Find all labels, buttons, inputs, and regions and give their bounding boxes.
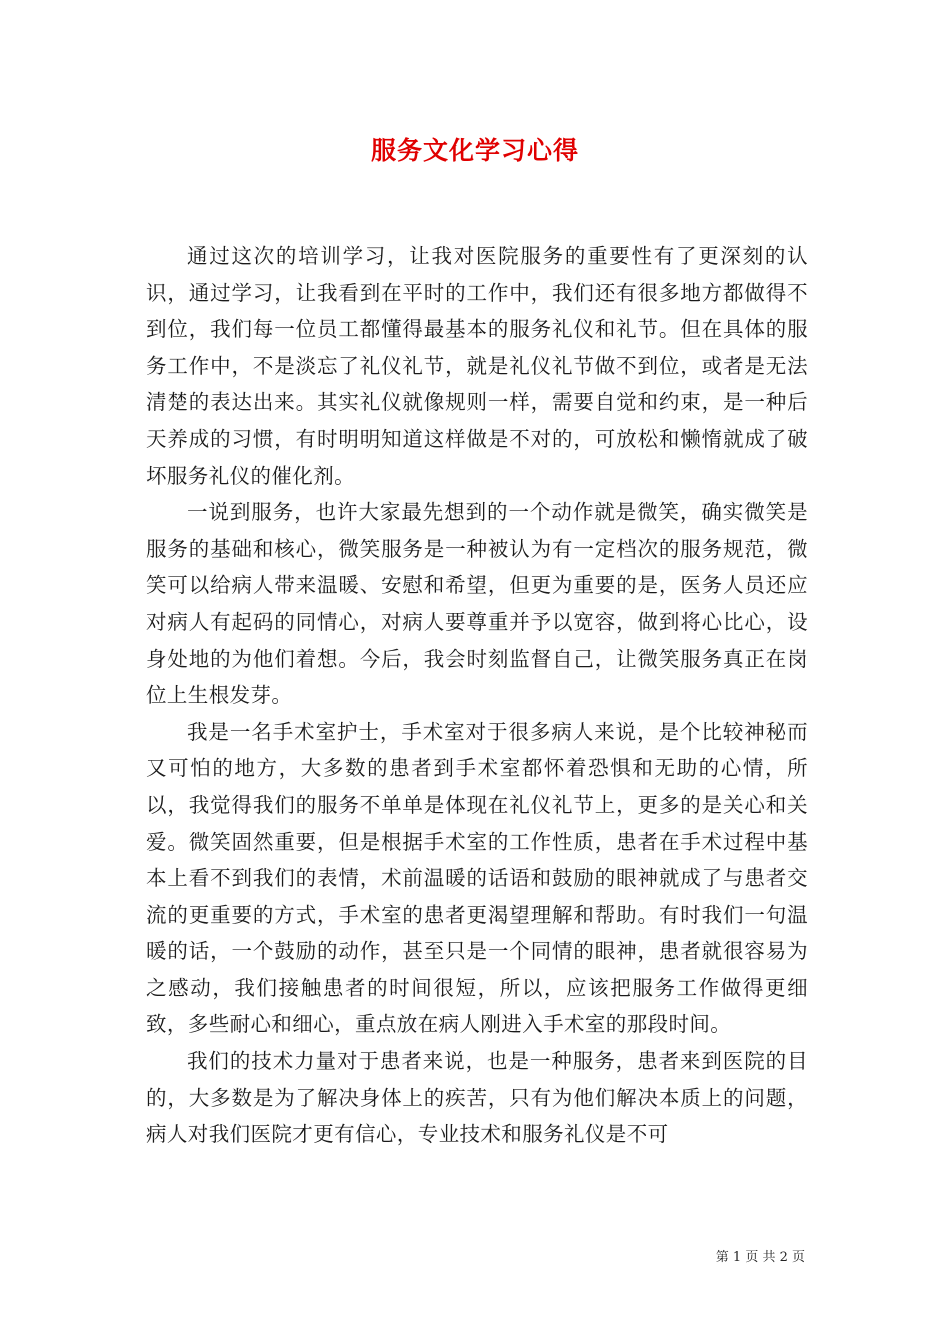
paragraph: 一说到服务，也许大家最先想到的一个动作就是微笑，确实微笑是服务的基础和核心，微笑服务是一种被认为有一定档次的服务规范，微笑可以给病人带来温暖、安慰和希望，但更为重要的是，医务人员还应对病人有起码的同情心，对病人要尊重并予以宽容，做到将心比心，设身处地的为他们着想。今后，我会时刻监督自己，让微笑服务真正在岗位上生根发芽。	[146, 500, 808, 708]
document-body	[146, 238, 808, 1153]
paragraph: 通过这次的培训学习，让我对医院服务的重要性有了更深刻的认识，通过学习，让我看到在平时的工作中，我们还有很多地方都做得不到位，我们每一位员工都懂得最基本的服务礼仪和礼节。但在具体的服务工作中，不是淡忘了礼仪礼节，就是礼仪礼节做不到位，或者是无法清楚的表达出来。其实礼仪就像规则一样，需要自觉和约束，是一种后天养成的习惯，有时明明知道这样做是不对的，可放松和懒惰就成了破坏服务礼仪的催化剂。	[146, 244, 808, 488]
page-number-footer: 第 1 页 共 2 页	[715, 1250, 805, 1265]
paragraph: 我是一名手术室护士，手术室对于很多病人来说，是个比较神秘而又可怕的地方，大多数的患者到手术室都怀着恐惧和无助的心情，所以，我觉得我们的服务不单单是体现在礼仪礼节上，更多的是关心和关爱。微笑固然重要，但是根据手术室的工作性质，患者在手术过程中基本上看不到我们的表情，术前温暖的话语和鼓励的眼神就成了与患者交流的更重要的方式，手术室的患者更渴望理解和帮助。有时我们一句温暖的话，一个鼓励的动作，甚至只是一个同情的眼神，患者就很容易为之感动，我们接触患者的时间很短，所以，应该把服务工作做得更细致，多些耐心和细心，重点放在病人刚进入手术室的那段时间。	[146, 719, 808, 1037]
paragraph: 我们的技术力量对于患者来说，也是一种服务，患者来到医院的目的，大多数是为了解决身体上的疾苦，只有为他们解决本质上的问题，病人对我们医院才更有信心，专业技术和服务礼仪是不可	[146, 1049, 808, 1147]
page-title: 服务文化学习心得	[370, 136, 579, 165]
